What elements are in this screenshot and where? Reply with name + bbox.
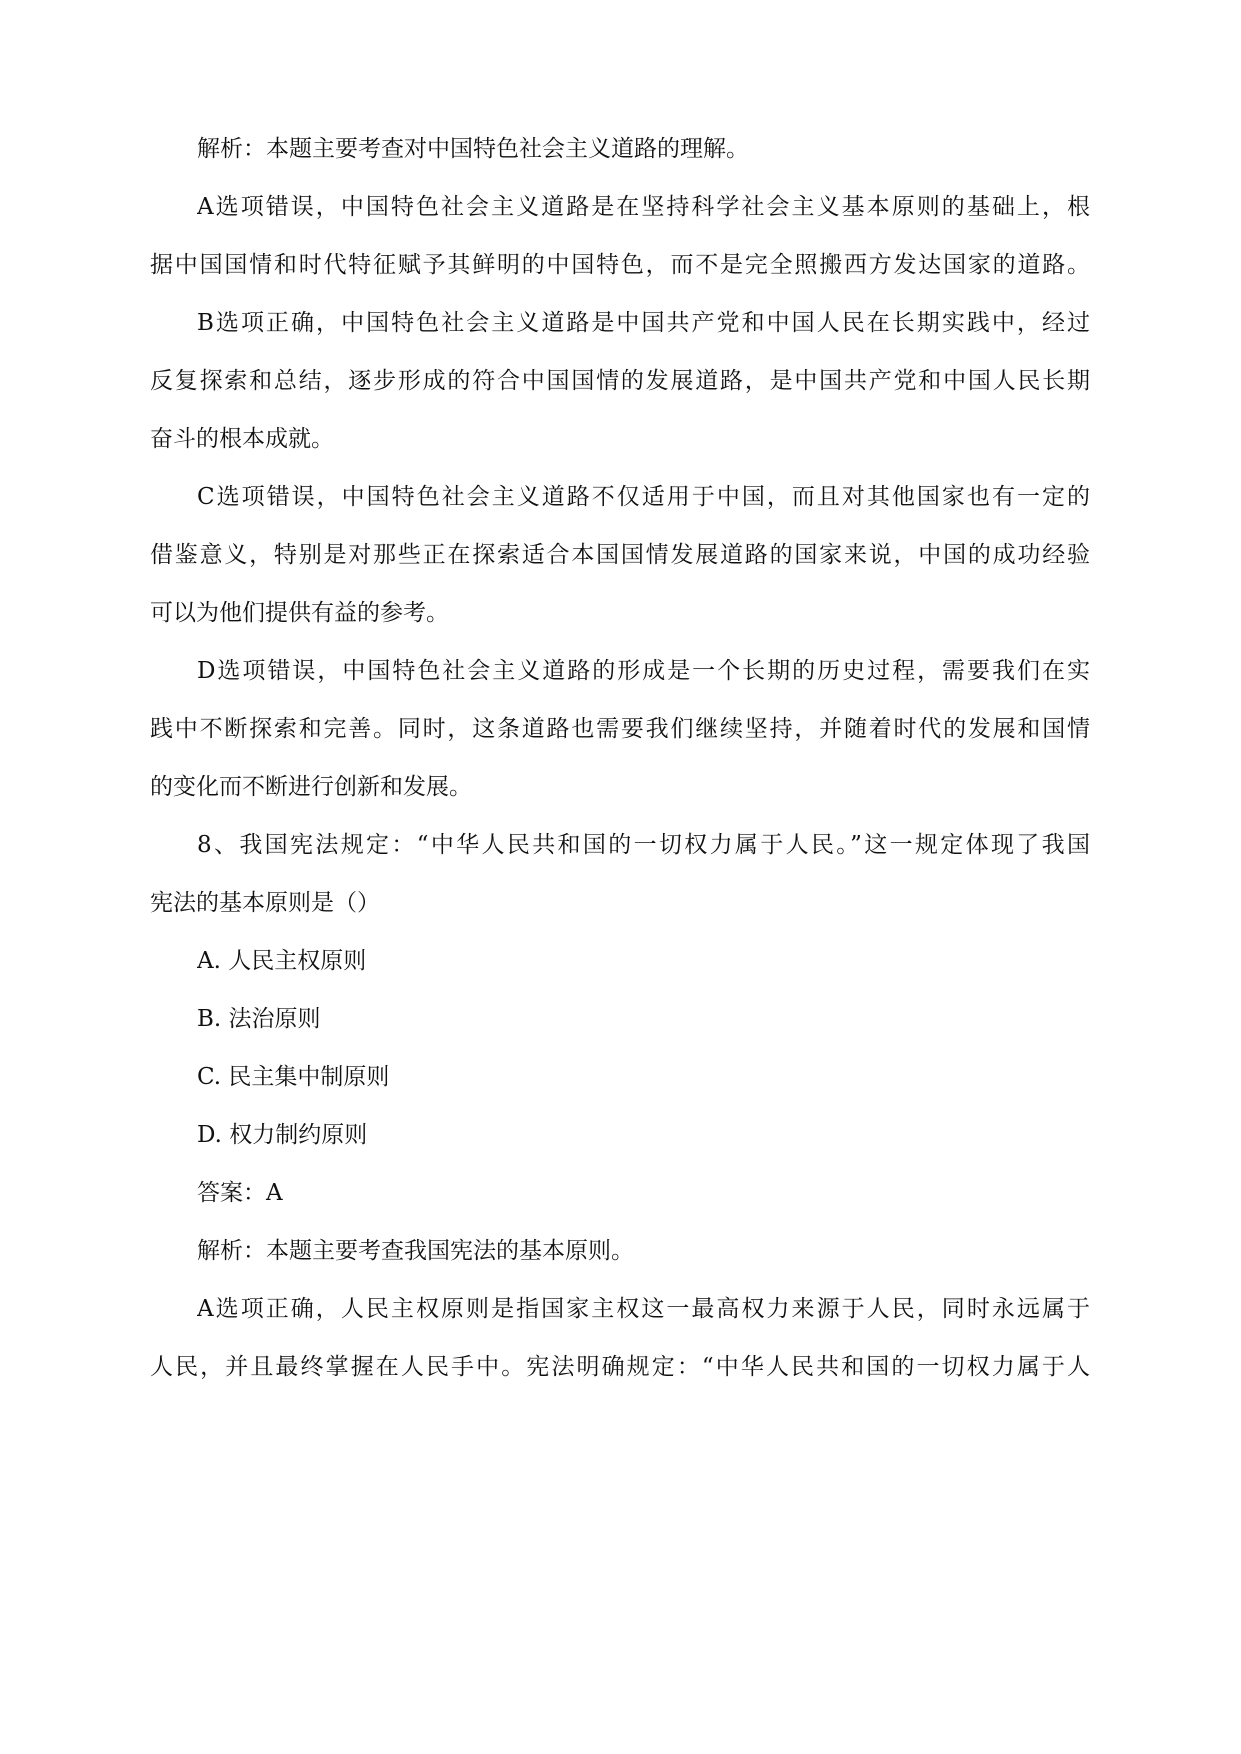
analysis-intro-q7: 解析：本题主要考查对中国特色社会主义道路的理解。 <box>197 136 749 162</box>
option-a-analysis-line-2: 据中国国情和时代特征赋予其鲜明的中国特色，而不是完全照搬西方发达国家的道路。 <box>150 252 1090 278</box>
question-8-option-a: A. 人民主权原则 <box>197 948 367 974</box>
option-a-analysis-line-1: A选项错误，中国特色社会主义道路是在坚持科学社会主义基本原则的基础上，根 <box>197 194 1090 220</box>
option-b-analysis-line-1: B选项正确，中国特色社会主义道路是中国共产党和中国人民在长期实践中，经过 <box>197 310 1090 336</box>
analysis-intro-q8: 解析：本题主要考查我国宪法的基本原则。 <box>197 1238 634 1264</box>
option-c-analysis-line-3: 可以为他们提供有益的参考。 <box>150 600 449 626</box>
q8-option-a-analysis-line-2: 人民，并且最终掌握在人民手中。宪法明确规定：“中华人民共和国的一切权力属于人 <box>150 1354 1090 1380</box>
question-8-option-c: C. 民主集中制原则 <box>197 1064 390 1090</box>
option-d-analysis-line-1: D选项错误，中国特色社会主义道路的形成是一个长期的历史过程，需要我们在实 <box>197 658 1090 684</box>
question-8-answer: 答案：A <box>197 1180 283 1206</box>
option-c-analysis-line-1: C选项错误，中国特色社会主义道路不仅适用于中国，而且对其他国家也有一定的 <box>197 484 1090 510</box>
option-d-analysis-line-3: 的变化而不断进行创新和发展。 <box>150 774 472 800</box>
question-8-stem-line-2: 宪法的基本原则是（） <box>150 890 380 916</box>
question-8-option-d: D. 权力制约原则 <box>197 1122 368 1148</box>
option-d-analysis-line-2: 践中不断探索和完善。同时，这条道路也需要我们继续坚持，并随着时代的发展和国情 <box>150 716 1090 742</box>
option-c-analysis-line-2: 借鉴意义，特别是对那些正在探索适合本国国情发展道路的国家来说，中国的成功经验 <box>150 542 1090 568</box>
option-b-analysis-line-2: 反复探索和总结，逐步形成的符合中国国情的发展道路，是中国共产党和中国人民长期 <box>150 368 1090 394</box>
option-b-analysis-line-3: 奋斗的根本成就。 <box>150 426 334 452</box>
q8-option-a-analysis-line-1: A选项正确，人民主权原则是指国家主权这一最高权力来源于人民，同时永远属于 <box>197 1296 1090 1322</box>
question-8-option-b: B. 法治原则 <box>197 1006 321 1032</box>
question-8-stem-line-1: 8、我国宪法规定：“中华人民共和国的一切权力属于人民。”这一规定体现了我国 <box>197 832 1090 858</box>
